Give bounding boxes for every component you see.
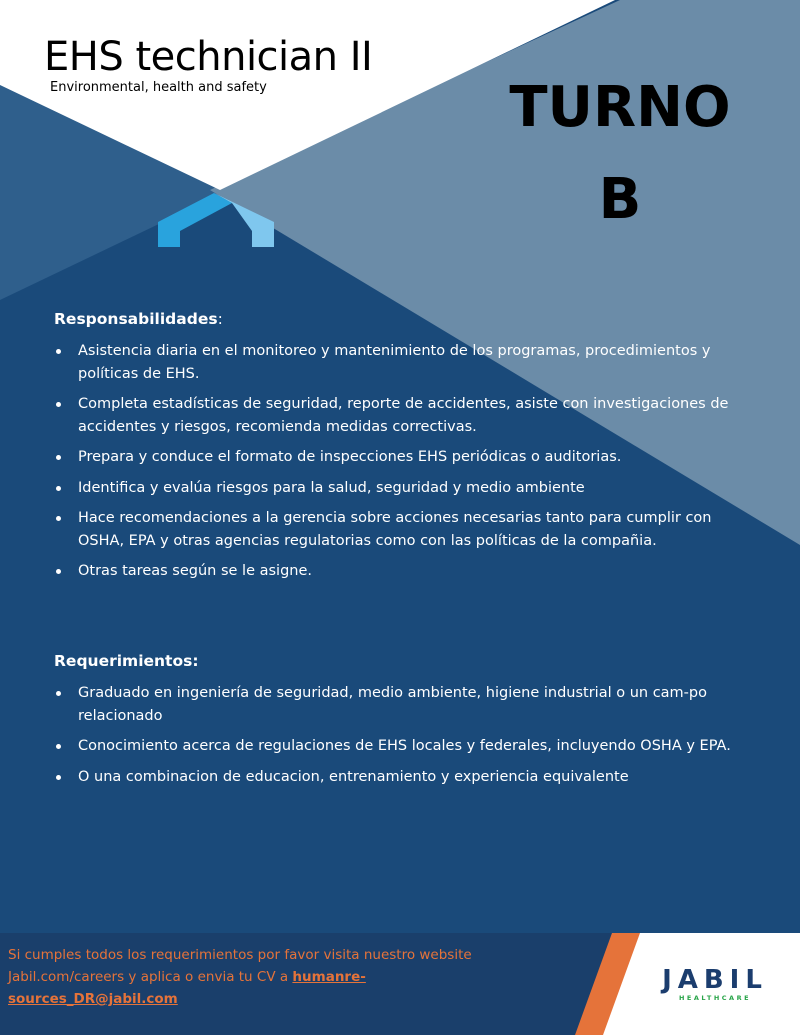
application-instructions bbox=[8, 944, 548, 1010]
logo-tagline: HEALTHCARE bbox=[678, 994, 752, 1002]
list-item: Completa estadísticas de seguridad, reporte de accidentes, asiste con investigaciones de accidentes y riesgos, recomienda medidas correctivas. bbox=[54, 393, 734, 438]
logo-wordmark: JABIL bbox=[662, 965, 768, 995]
job-subtitle: Environmental, health and safety bbox=[50, 80, 267, 95]
list-item: O una combinacion de educacion, entrenamiento y experiencia equivalente bbox=[54, 766, 734, 789]
job-title: EHS technician II bbox=[44, 34, 373, 80]
email-link-continued[interactable]: sources_DR@jabil.com bbox=[8, 991, 178, 1007]
company-logo bbox=[640, 965, 790, 1002]
requirements-list bbox=[54, 682, 734, 788]
list-item: Graduado en ingeniería de seguridad, medio ambiente, higiene industrial o un cam-po relacionado bbox=[54, 682, 734, 727]
requirements-section bbox=[54, 652, 734, 796]
shift-label-line1: TURNO bbox=[509, 75, 731, 140]
list-item: Conocimiento acerca de regulaciones de EHS locales y federales, incluyendo OSHA y EPA. bbox=[54, 735, 734, 758]
requirements-heading: Requerimientos: bbox=[54, 652, 199, 670]
list-item: Hace recomendaciones a la gerencia sobre acciones necesarias tanto para cumplir con OSHA, EPA y otras agencias regulatorias como con las políticas de la compañia. bbox=[54, 507, 734, 552]
shift-label-line2: B bbox=[598, 167, 642, 232]
list-item: Asistencia diaria en el monitoreo y mantenimiento de los programas, procedimientos y políticas de EHS. bbox=[54, 340, 734, 385]
email-link[interactable]: humanre- bbox=[292, 969, 366, 985]
list-item: Otras tareas según se le asigne. bbox=[54, 560, 734, 583]
list-item: Identifica y evalúa riesgos para la salud, seguridad y medio ambiente bbox=[54, 477, 734, 500]
responsibilities-list bbox=[54, 340, 734, 583]
shift-label bbox=[500, 62, 740, 246]
footer-line-2: Jabil.com/careers y aplica o envia tu CV a humanre- bbox=[8, 969, 366, 985]
responsibilities-section bbox=[54, 310, 734, 591]
responsibilities-heading: Responsabilidades: bbox=[54, 310, 223, 328]
footer-line-3 bbox=[8, 988, 548, 1010]
list-item: Prepara y conduce el formato de inspecciones EHS periódicas o auditorias. bbox=[54, 446, 734, 469]
footer-line-1: Si cumples todos los requerimientos por favor visita nuestro website bbox=[8, 947, 472, 963]
